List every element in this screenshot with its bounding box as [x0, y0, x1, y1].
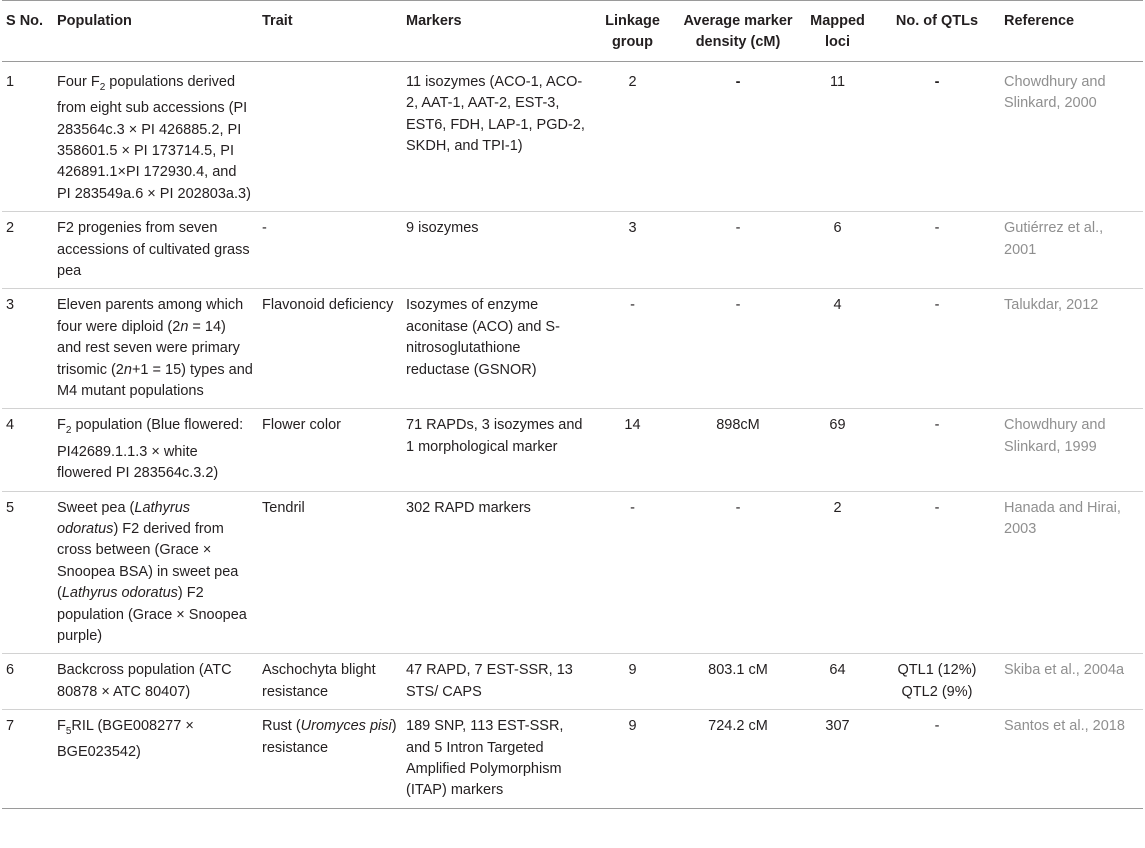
header-linkage-group: Linkage group — [590, 1, 675, 62]
cell-marker-density: 724.2 cM — [675, 710, 801, 809]
cell-marker-density: 803.1 cM — [675, 654, 801, 710]
header-reference: Reference — [1000, 1, 1143, 62]
cell-marker-density: 898cM — [675, 409, 801, 491]
cell-trait: Aschochyta blight resistance — [258, 654, 402, 710]
table-row — [2, 654, 1143, 710]
cell-reference: Talukdar, 2012 — [1000, 289, 1143, 409]
cell-mapped-loci: 2 — [801, 491, 874, 654]
cell-marker-density: - — [675, 61, 801, 211]
cell-linkage-group: 9 — [590, 654, 675, 710]
cell-markers: 71 RAPDs, 3 isozymes and 1 morphological marker — [402, 409, 590, 491]
header-qtl-count: No. of QTLs — [874, 1, 1000, 62]
cell-qtl-count: - — [874, 212, 1000, 289]
cell-marker-density: - — [675, 289, 801, 409]
qtl-mapping-table — [2, 0, 1143, 809]
cell-qtl-count: - — [874, 491, 1000, 654]
cell-mapped-loci: 4 — [801, 289, 874, 409]
cell-sno: 3 — [2, 289, 53, 409]
cell-markers: 11 isozymes (ACO-1, ACO-2, AAT-1, AAT-2, EST-3, EST6, FDH, LAP-1, PGD-2, SKDH, and TPI-1) — [402, 61, 590, 211]
cell-trait: Flavonoid deficiency — [258, 289, 402, 409]
table-row — [2, 61, 1143, 211]
cell-population: Sweet pea (Lathyrus odoratus) F2 derived from cross between (Grace × Snoopea BSA) in sweet pea (Lathyrus odoratus) F2 population (Grace × Snoopea purple) — [53, 491, 258, 654]
cell-linkage-group: - — [590, 289, 675, 409]
cell-linkage-group: 9 — [590, 710, 675, 809]
cell-markers: 9 isozymes — [402, 212, 590, 289]
cell-qtl-count: - — [874, 409, 1000, 491]
header-sno: S No. — [2, 1, 53, 62]
table-row — [2, 409, 1143, 491]
cell-trait: Flower color — [258, 409, 402, 491]
cell-population: Backcross population (ATC 80878 × ATC 80407) — [53, 654, 258, 710]
cell-qtl-count: - — [874, 289, 1000, 409]
cell-trait: - — [258, 212, 402, 289]
table-row — [2, 710, 1143, 809]
table-row — [2, 289, 1143, 409]
cell-qtl-count: - — [874, 710, 1000, 809]
cell-population: $F_2$ population (Blue flowered: PI42689.1.1.3 × white flowered PI 283564c.3.2) — [53, 409, 258, 491]
cell-reference: Chowdhury and Slinkard, 1999 — [1000, 409, 1143, 491]
cell-markers: 189 SNP, 113 EST-SSR, and 5 Intron Targeted Amplified Polymorphism (ITAP) markers — [402, 710, 590, 809]
cell-marker-density: - — [675, 212, 801, 289]
cell-sno: 2 — [2, 212, 53, 289]
cell-trait: Tendril — [258, 491, 402, 654]
cell-population: $F_5RIL$ (BGE008277 × BGE023542) — [53, 710, 258, 809]
cell-sno: 1 — [2, 61, 53, 211]
cell-markers: 47 RAPD, 7 EST-SSR, 13 STS/ CAPS — [402, 654, 590, 710]
qtl-entry: QTL1 (12%) — [897, 662, 977, 679]
cell-mapped-loci: 64 — [801, 654, 874, 710]
cell-linkage-group: - — [590, 491, 675, 654]
table-row — [2, 212, 1143, 289]
qtl-entry: QTL2 (9%) — [901, 683, 973, 700]
cell-mapped-loci: 307 — [801, 710, 874, 809]
cell-mapped-loci: 11 — [801, 61, 874, 211]
cell-linkage-group: 2 — [590, 61, 675, 211]
header-trait: Trait — [258, 1, 402, 62]
cell-trait — [258, 61, 402, 211]
cell-population: F2 progenies from seven accessions of cultivated grass pea — [53, 212, 258, 289]
cell-reference: Skiba et al., 2004a — [1000, 654, 1143, 710]
cell-marker-density: - — [675, 491, 801, 654]
header-population: Population — [53, 1, 258, 62]
header-row — [2, 1, 1143, 62]
cell-reference: Hanada and Hirai, 2003 — [1000, 491, 1143, 654]
cell-sno: 4 — [2, 409, 53, 491]
cell-reference: Santos et al., 2018 — [1000, 710, 1143, 809]
cell-mapped-loci: 69 — [801, 409, 874, 491]
cell-trait: Rust (Uromyces pisi) resistance — [258, 710, 402, 809]
cell-reference: Gutiérrez et al., 2001 — [1000, 212, 1143, 289]
cell-qtl-count — [874, 654, 1000, 710]
cell-markers: Isozymes of enzyme aconitase (ACO) and S-nitrosoglutathione reductase (GSNOR) — [402, 289, 590, 409]
cell-sno: 5 — [2, 491, 53, 654]
header-mapped-loci: Mapped loci — [801, 1, 874, 62]
header-marker-density: Average marker density (cM) — [675, 1, 801, 62]
cell-sno: 7 — [2, 710, 53, 809]
cell-qtl-count: - — [874, 61, 1000, 211]
cell-linkage-group: 14 — [590, 409, 675, 491]
cell-sno: 6 — [2, 654, 53, 710]
cell-mapped-loci: 6 — [801, 212, 874, 289]
cell-reference: Chowdhury and Slinkard, 2000 — [1000, 61, 1143, 211]
cell-linkage-group: 3 — [590, 212, 675, 289]
cell-population: Four $F_2$ populations derived from eight sub accessions (PI 283564c.3 × PI 426885.2, PI 358601.5 × PI 173714.5, PI 426891.1×PI 172930.4, and PI 283549a.6 × PI 202803a.3) — [53, 61, 258, 211]
table-row — [2, 491, 1143, 654]
header-markers: Markers — [402, 1, 590, 62]
cell-markers: 302 RAPD markers — [402, 491, 590, 654]
cell-population: Eleven parents among which four were diploid (2n = 14) and rest seven were primary trisomic (2n+1 = 15) types and M4 mutant populations — [53, 289, 258, 409]
